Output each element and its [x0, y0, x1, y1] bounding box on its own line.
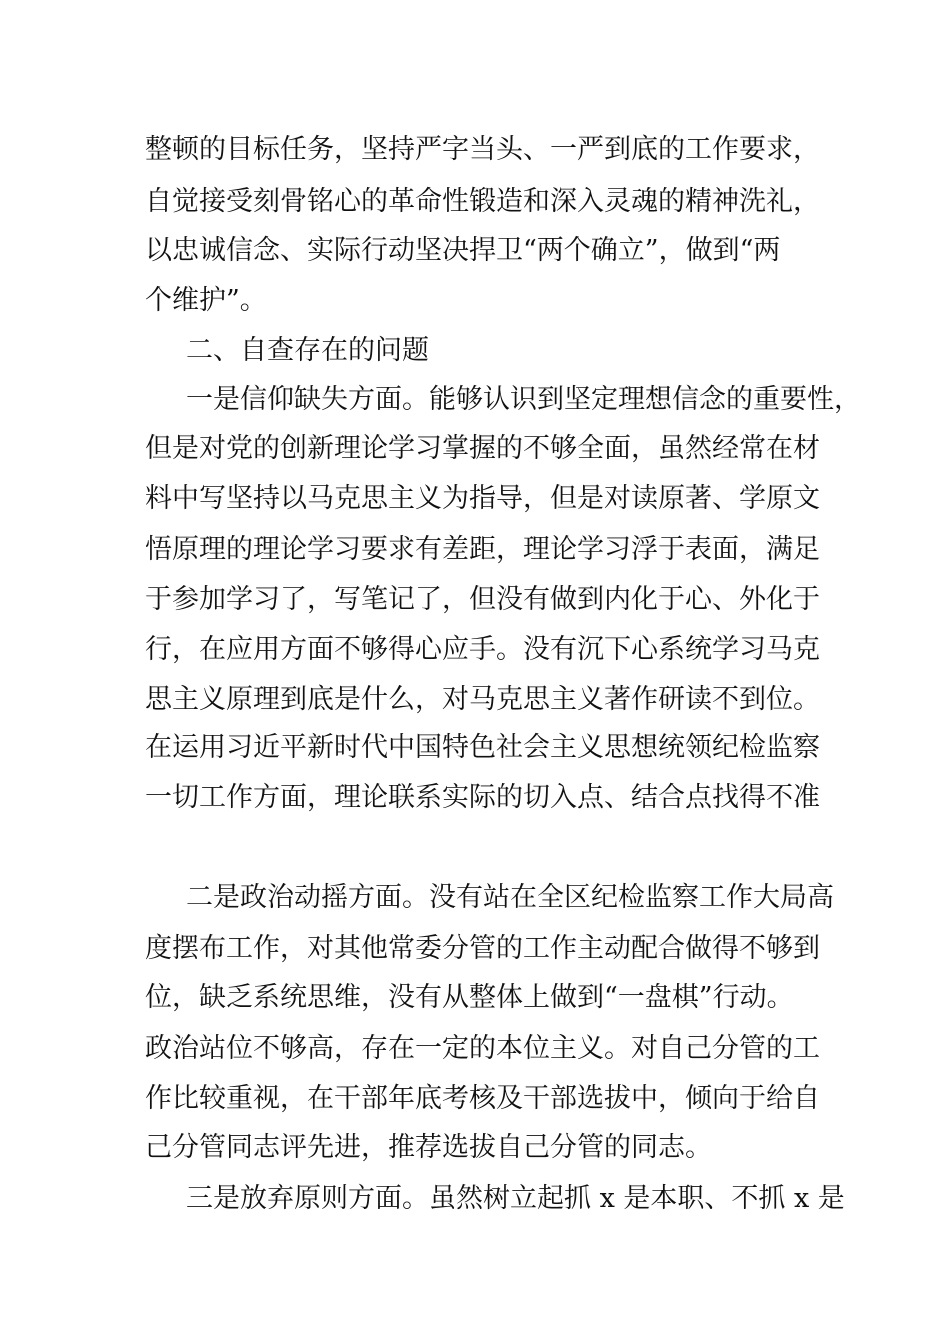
text-line: 三是放弃原则方面。虽然树立起抓 x 是本职、不抓 x 是	[186, 1183, 845, 1214]
text-line: 整顿的目标任务，坚持严字当头、一严到底的工作要求，	[145, 134, 820, 165]
text-line: 二是政治动摇方面。没有站在全区纪检监察工作大局高	[186, 882, 834, 913]
text-line: 但是对党的创新理论学习掌握的不够全面，虽然经常在材	[145, 433, 820, 464]
text-line: 作比较重视，在干部年底考核及干部选拔中，倾向于给自	[145, 1083, 820, 1114]
text-line: 己分管同志评先进，推荐选拔自己分管的同志。	[145, 1132, 712, 1163]
text-line: 一切工作方面，理论联系实际的切入点、结合点找得不准	[145, 782, 820, 813]
text-line: 思主义原理到底是什么，对马克思主义著作研读不到位。	[145, 684, 820, 715]
text-line: 于参加学习了，写笔记了，但没有做到内化于心、外化于	[145, 584, 820, 615]
text-line: 位，缺乏系统思维，没有从整体上做到“一盘棋”行动。	[145, 982, 794, 1013]
text-line: 悟原理的理论学习要求有差距，理论学习浮于表面，满足	[145, 534, 820, 565]
text-line: 自觉接受刻骨铭心的革命性锻造和深入灵魂的精神洗礼，	[145, 186, 820, 217]
text-line: 料中写坚持以马克思主义为指导，但是对读原著、学原文	[145, 483, 820, 514]
text-line: 在运用习近平新时代中国特色社会主义思想统领纪检监察	[145, 732, 820, 763]
text-line: 政治站位不够高，存在一定的本位主义。对自己分管的工	[145, 1033, 820, 1064]
section-heading: 二、自查存在的问题	[186, 335, 429, 366]
text-line: 度摆布工作，对其他常委分管的工作主动配合做得不够到	[145, 933, 820, 964]
text-line: 行，在应用方面不够得心应手。没有沉下心系统学习马克	[145, 634, 820, 665]
text-line: 以忠诚信念、实际行动坚决捍卫“两个确立”，做到“两	[145, 235, 781, 266]
text-line: 一是信仰缺失方面。能够认识到坚定理想信念的重要性，	[186, 384, 861, 415]
text-line: 个维护”。	[145, 285, 267, 316]
